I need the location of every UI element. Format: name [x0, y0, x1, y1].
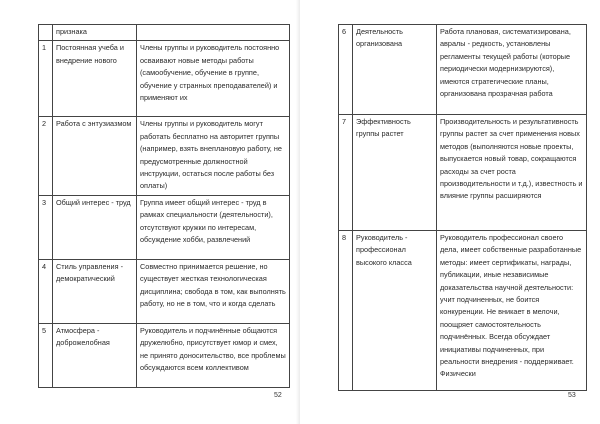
criterion-name: Стиль управления - демократический [53, 259, 137, 323]
row-number: 7 [339, 115, 353, 231]
criterion-name: Деятельность организована [353, 25, 437, 115]
table-row [39, 117, 290, 195]
criterion-description: Совместно принимается решение, но существует жесткая технологическая дисциплина; свобода в том, как выполнять работу, но не в том, что и когда сделать [137, 259, 290, 323]
table-row [39, 41, 290, 117]
criterion-description: Производительность и результативность группы растет за счет применения новых методов (выполняются новые проекты, выпускается новый товар, сокращаются расходы за счет роста производительности и т.д.), известность и влияние группы расширяются [437, 115, 587, 231]
table-row [339, 231, 587, 391]
criterion-name: Постоянная учеба и внедрение нового [53, 41, 137, 117]
criterion-description: Члены группы и руководитель могут работать бесплатно на авторитет группы (например, взять внеплановую работу, не предусмотренные должностной инструкции, остаться после работы без оплаты) [137, 117, 290, 195]
table-row [339, 25, 587, 115]
table-row [39, 25, 290, 41]
table-row [39, 323, 290, 387]
row-number: 8 [339, 231, 353, 391]
criterion-description: Работа плановая, систематизирована, авралы - редкость, установлены регламенты текущей работы (которые периодически модернизируются), имеются стратегические планы, организована прозрачная работа [437, 25, 587, 115]
row-number: 2 [39, 117, 53, 195]
criteria-table-right [338, 24, 587, 391]
row-number: 5 [39, 323, 53, 387]
criterion-name: Руководитель - профессионал высокого класса [353, 231, 437, 391]
criterion-description: Группа имеет общий интерес - труд в рамках специальности (деятельности), отсутствуют кружки по интересам, обсуждение хобби, развлечений [137, 195, 290, 259]
table-row [39, 195, 290, 259]
criteria-table-left [38, 24, 290, 388]
criterion-name: Общий интерес - труд [53, 195, 137, 259]
row-number: 1 [39, 41, 53, 117]
row-number: 4 [39, 259, 53, 323]
row-number: 3 [39, 195, 53, 259]
table-row [39, 259, 290, 323]
criterion-description: Члены группы и руководитель постоянно осваивают новые методы работы (самообучение, обучение в группе, обучение у странных преподавателей) и применяют их [137, 41, 290, 117]
page-number: 53 [568, 392, 576, 399]
continued-cell: признака [53, 25, 137, 41]
criterion-name: Атмосфера - доброжелобная [53, 323, 137, 387]
table-row [339, 115, 587, 231]
criterion-name: Эффективность группы растет [353, 115, 437, 231]
row-number: 6 [339, 25, 353, 115]
criterion-description: Руководитель профессионал своего дела, имеет собственные разработанные методы: имеет сертификаты, награды, публикации, иные независимые доказательства научной деятельности: учит подчиненных, не боится конкуренции. Не вникает в мелочи, поощряет самостоятельность подчинённых. Всегда обсуждает инициативы подчиненных, при реальности внедрения - поддерживает. Физически [437, 231, 587, 391]
criterion-name: Работа с энтузиазмом [53, 117, 137, 195]
page-number: 52 [274, 392, 282, 399]
criterion-description: Руководитель и подчинённые общаются дружелюбно, присутствует юмор и смех, не принято доносительство, все проблемы обсуждаются всем коллективом [137, 323, 290, 387]
table-cell [137, 25, 290, 41]
table-cell [39, 25, 53, 41]
